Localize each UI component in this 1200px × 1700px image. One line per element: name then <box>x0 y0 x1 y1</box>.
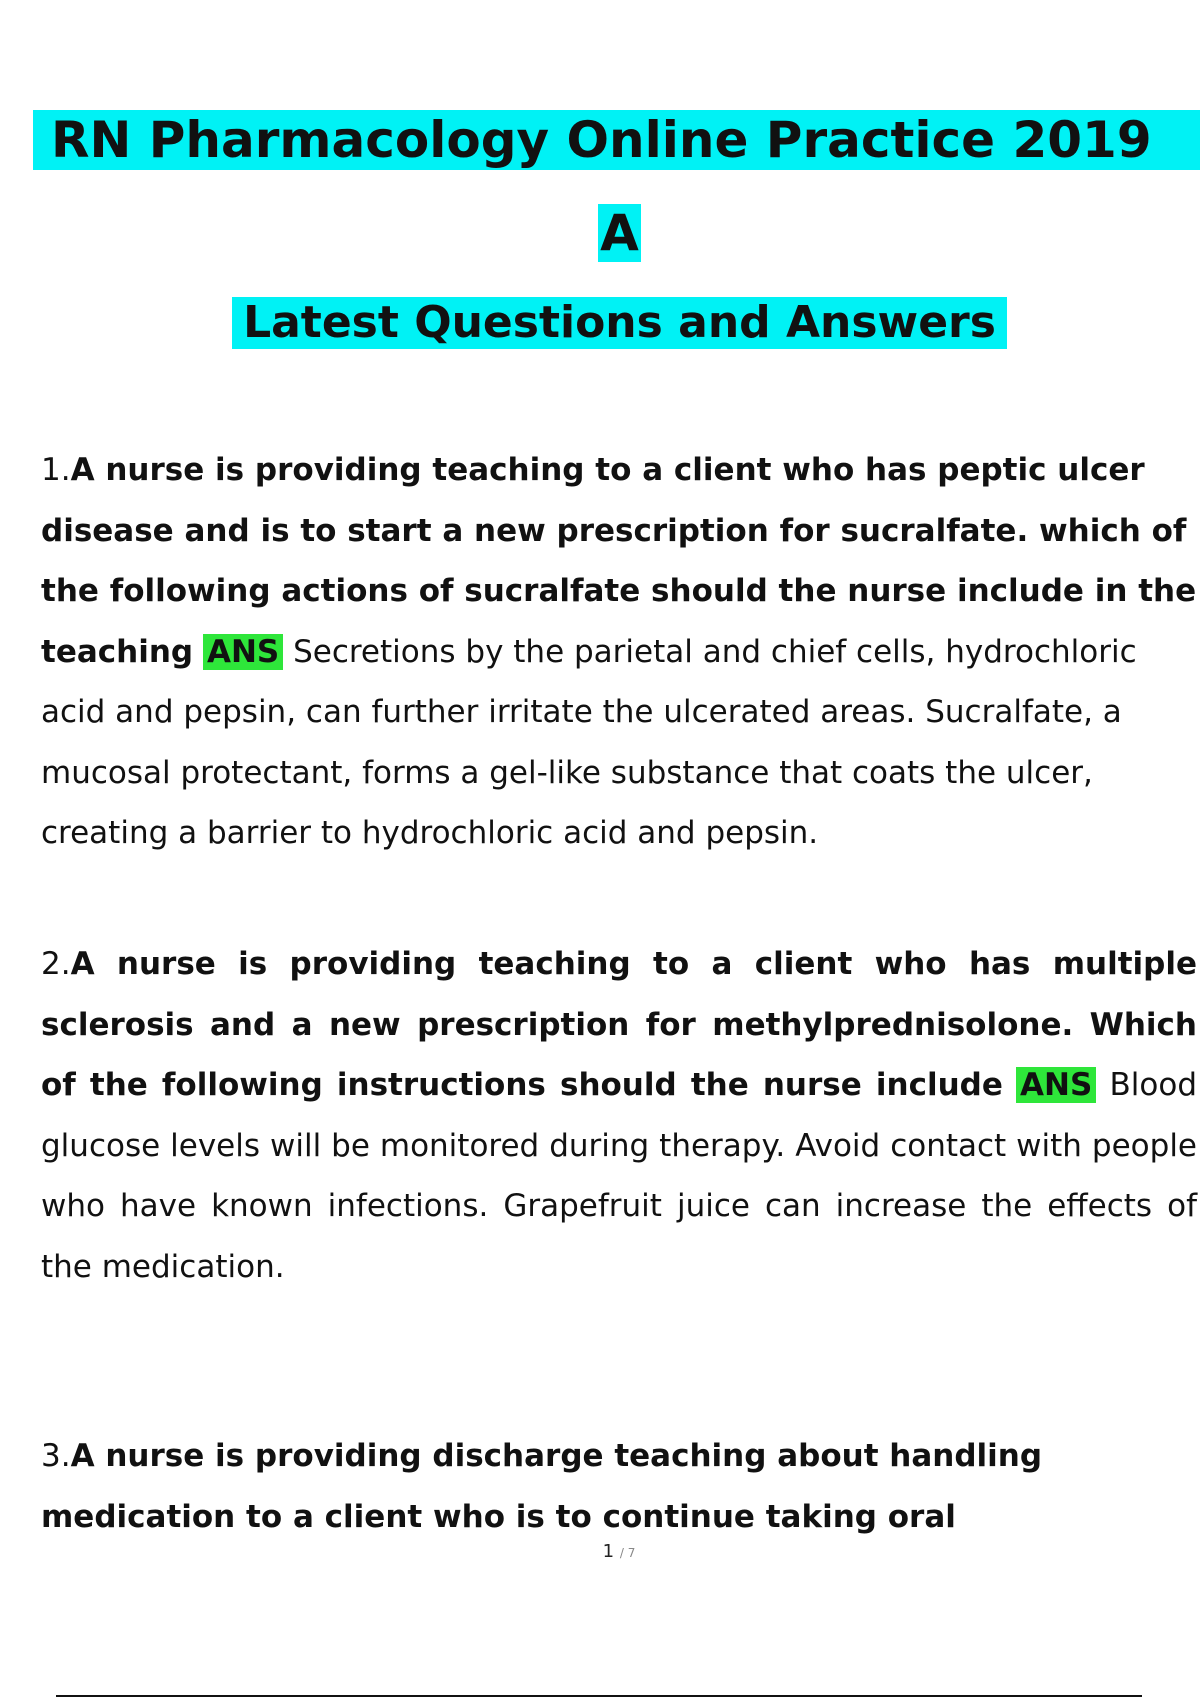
footer-divider <box>56 1695 1142 1697</box>
page-number <box>0 1541 1200 1562</box>
page-number-current: 1 <box>602 1541 615 1562</box>
document-title-version <box>598 204 641 262</box>
title-line-1: RN Pharmacology Online Practice 2019 <box>51 111 1152 169</box>
answer-label-badge: ANS <box>203 634 283 670</box>
question-text: A nurse is providing teaching to a client who has peptic ulcer disease and is to start a new prescription for sucralfate. which of the following actions of sucralfate should the nurse include in the teaching <box>41 452 1197 670</box>
question-number: 1. <box>41 452 71 488</box>
title-line-3: Latest Questions and Answers <box>243 297 996 348</box>
answer-text: Secretions by the parietal and chief cells, hydrochloric acid and pepsin, can further irritate the ulcerated areas. Sucralfate, a mucosal protectant, forms a gel-like substance that coats the ulcer, creating a barrier to hydrochloric acid and pepsin. <box>41 633 1137 851</box>
title-line-2: A <box>600 204 639 262</box>
question-number: 3. <box>41 1438 71 1474</box>
question-block-2 <box>41 934 1197 1297</box>
page-number-total: / 7 <box>619 1546 636 1560</box>
question-text: A nurse is providing teaching to a client who has multiple sclerosis and a new prescription for methylprednisolone. Which of the following instructions should the nurse include <box>41 946 1197 1103</box>
answer-label-badge: ANS <box>1016 1067 1096 1103</box>
question-block-1 <box>41 440 1197 864</box>
document-title <box>33 110 1200 170</box>
question-block-3 <box>41 1426 1197 1547</box>
document-subtitle <box>232 297 1007 349</box>
question-text: A nurse is providing discharge teaching about handling medication to a client who is to continue taking oral <box>41 1438 1043 1535</box>
answer-text: Blood glucose levels will be monitored during therapy. Avoid contact with people who have known infections. Grapefruit juice can increase the effects of the medication. <box>41 1067 1197 1285</box>
question-number: 2. <box>41 946 71 982</box>
